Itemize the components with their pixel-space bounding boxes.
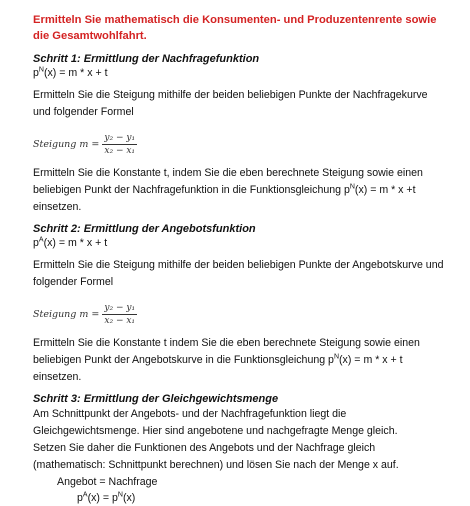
step3-eq2-p1: p [77,492,83,504]
step3-eq2-mid: (x) = p [87,492,118,504]
step2-slope-fraction [102,303,137,326]
step3-heading: Schritt 3: Ermittlung der Gleichgewichtsmenge [33,393,279,405]
step1-paragraph2-b: (x) = m * x +t einsetzen. [33,184,416,213]
step3-eq2-end: (x) [122,492,136,504]
step1-paragraph2 [33,165,448,216]
step3-paragraph2: Setzen Sie daher die Funktionen des Angebots und der Nachfrage gleich (mathematisch: Schnittpunkt berechnen) und lösen Sie nach der Menge x auf. [33,442,399,471]
step3-eq2-sup1: A [82,491,88,499]
step1-paragraph1: Ermitteln Sie die Steigung mithilfe der beiden beliebigen Punkte der Nachfragekurve und folgender Formel [33,89,428,118]
step1-slope-fraction [102,133,137,156]
step1-slope-numerator: y₂ − y₁ [104,132,136,143]
step2-paragraph2-a: Ermitteln Sie die Konstante t indem Sie die eben berechnete Steigung sowie einen beliebigen Punkt der Angebotskurve in die Funktionsgleichung p [33,337,420,366]
step1-formula-rest: (x) = m * x + t [43,67,108,79]
step2-paragraph1: Ermitteln Sie die Steigung mithilfe der beiden beliebigen Punkte der Angebotskurve und folgender Formel [33,259,444,288]
step2-paragraph2-b: (x) = m * x + t einsetzen. [33,354,403,383]
step2-formula-rest: (x) = m * x + t [43,237,108,249]
step3-equation1: Angebot = Nachfrage [57,476,158,488]
step2-formula: $p^A(x) = m * x + t$ [33,236,108,249]
step3-eq2-sup2: N [117,491,123,499]
step3-equation2 [33,490,448,506]
step2-slope-denominator: x₂ − x₁ [104,315,136,326]
step1-heading: Schritt 1: Ermittlung der Nachfragefunktion [33,53,260,65]
step1-slope-denominator: x₂ − x₁ [104,145,136,156]
step1-slope-label: Steigung m = [33,138,100,150]
step1-paragraph2-a: Ermitteln Sie die Konstante t, indem Sie die eben berechnete Steigung sowie einen beliebigen Punkt der Nachfragefunktion in die Funktionsgleichung p [33,167,423,196]
step2-paragraph2-sup: N [333,353,340,361]
step1-formula: $p^N(x) = m * x + t$ [33,66,108,79]
step1-slope-formula [33,127,448,161]
step2-formula-sup: A [38,236,44,244]
step2-slope-formula [33,297,448,331]
step3-paragraph1: Am Schnittpunkt der Angebots- und der Nachfragefunktion liegt die Gleichgewichtsmenge. Hier sind angebotene und nachgefragte Menge gleich. [33,408,398,437]
step2-slope-numerator: y₂ − y₁ [104,302,136,313]
step1-formula-sup: N [38,66,44,74]
step2-paragraph2 [33,335,448,386]
page-title: Ermitteln Sie mathematisch die Konsumenten- und Produzentenrente sowie die Gesamtwohlfahrt. [33,14,437,42]
step2-heading: Schritt 2: Ermittlung der Angebotsfunktion [33,223,256,235]
step1-paragraph2-sup: N [349,183,355,191]
step2-slope-label: Steigung m = [33,308,100,320]
